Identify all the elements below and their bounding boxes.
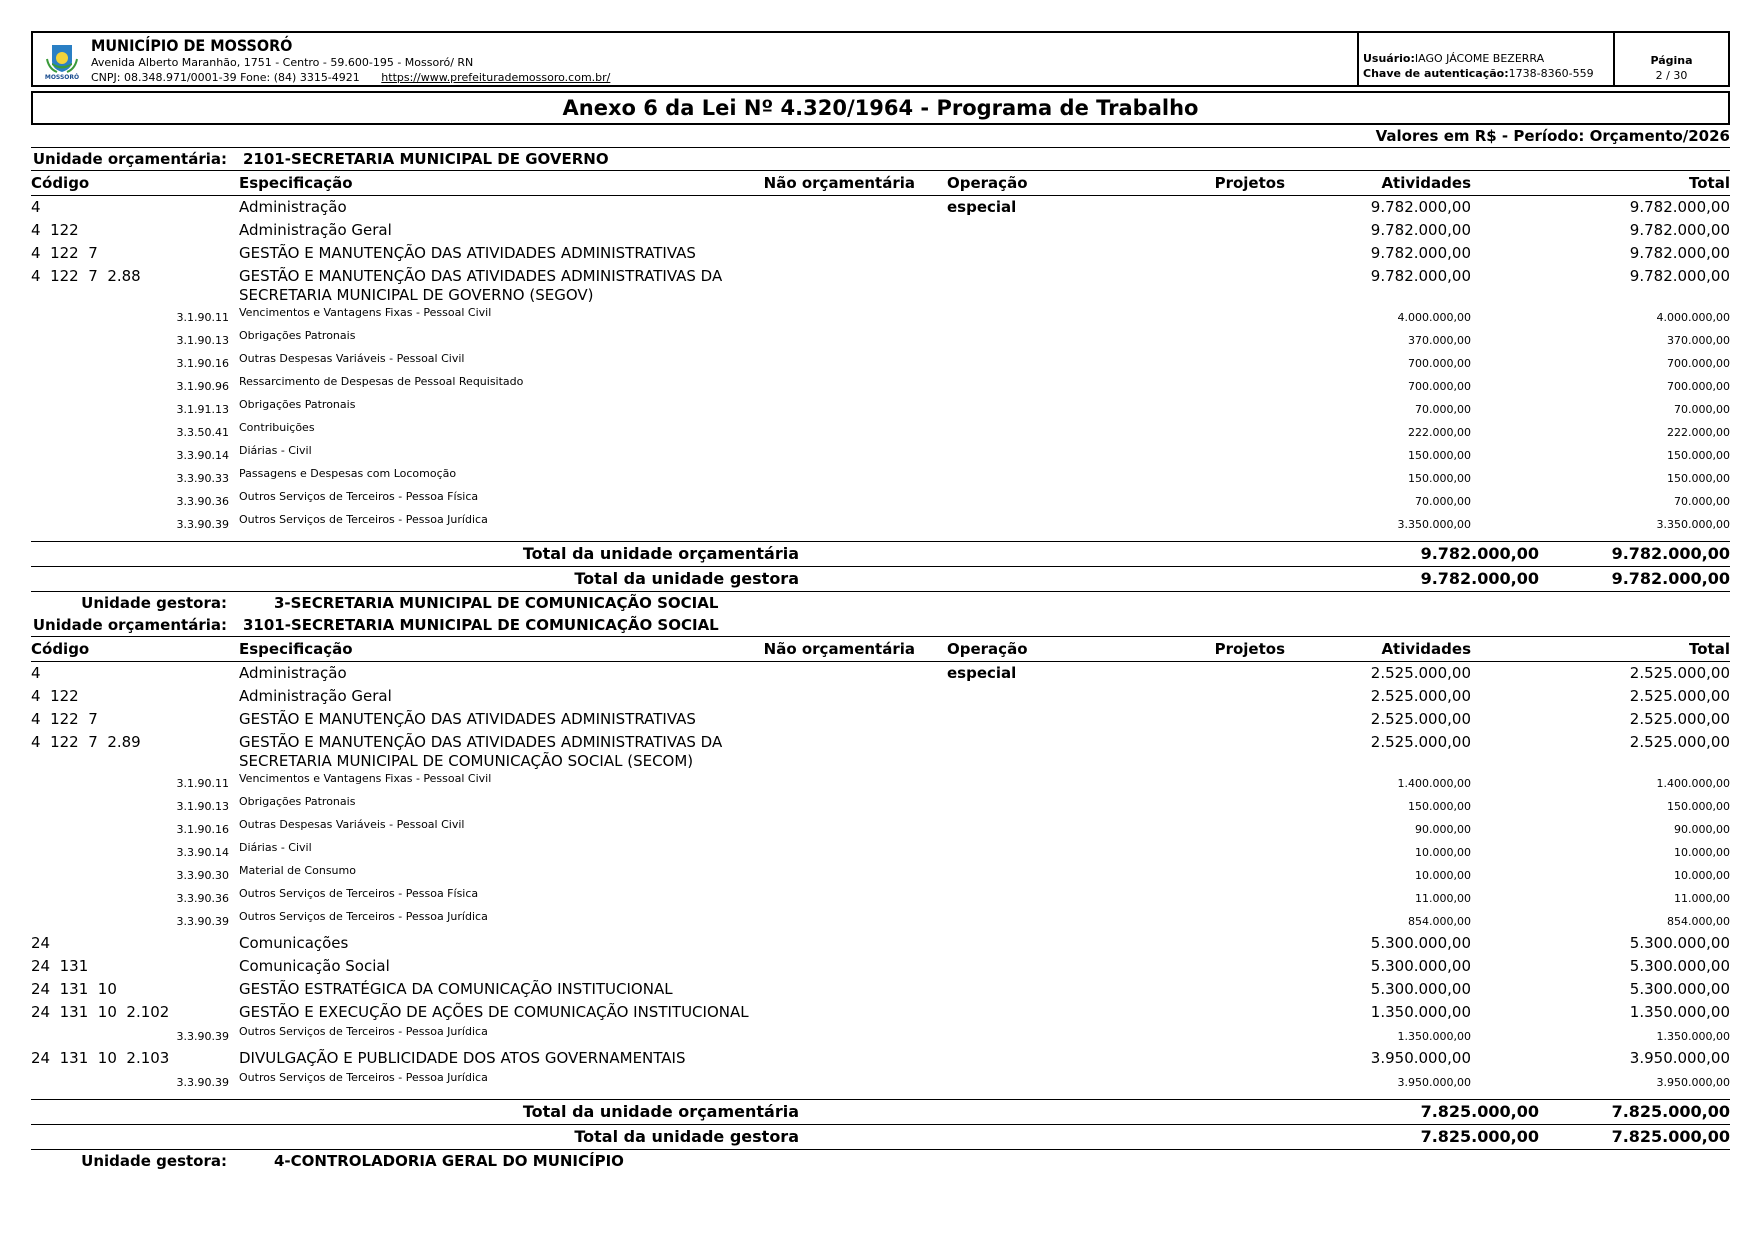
element-atividades: 854.000,00: [1408, 915, 1471, 928]
row-total: 9.782.000,00: [1629, 267, 1730, 285]
values-period: Valores em R$ - Período: Orçamento/2026: [31, 125, 1730, 148]
unidade-orcamentaria-value: 3101-SECRETARIA MUNICIPAL DE COMUNICAÇÃO SOCIAL: [243, 616, 719, 634]
row-atividades: 3.950.000,00: [1370, 1049, 1471, 1067]
row-atividades: 2.525.000,00: [1370, 710, 1471, 728]
table-row: [31, 932, 1730, 955]
report-title: Anexo 6 da Lei Nº 4.320/1964 - Programa de Trabalho: [31, 91, 1730, 125]
element-total: 150.000,00: [1667, 449, 1730, 462]
cnpj-phone: CNPJ: 08.348.971/0001-39 Fone: (84) 3315-4921: [91, 71, 360, 84]
element-spec: Outros Serviços de Terceiros - Pessoa Física: [239, 490, 479, 503]
element-total: 1.400.000,00: [1656, 777, 1730, 790]
col-codigo: Código: [31, 640, 90, 658]
element-spec: Outros Serviços de Terceiros - Pessoa Jurídica: [239, 513, 488, 526]
element-code: 3.1.90.16: [176, 823, 229, 836]
element-code: 3.3.90.14: [176, 449, 229, 462]
row-atividades: 5.300.000,00: [1370, 934, 1471, 952]
row-spec: Comunicação Social: [239, 957, 390, 975]
unidade-gestora-label: Unidade gestora:: [81, 594, 227, 612]
total-label: Total da unidade orçamentária: [522, 544, 799, 563]
element-code: 3.1.90.96: [176, 380, 229, 393]
element-row: [31, 1070, 1730, 1093]
total-atividades: 7.825.000,00: [1420, 1127, 1539, 1146]
element-spec: Outros Serviços de Terceiros - Pessoa Jurídica: [239, 1071, 488, 1084]
unidade-gestora-row: [31, 1150, 1730, 1172]
element-row: [31, 397, 1730, 420]
element-code: 3.1.90.16: [176, 357, 229, 370]
row-atividades: 2.525.000,00: [1370, 664, 1471, 682]
col-codigo: Código: [31, 174, 90, 192]
element-code: 3.1.90.13: [176, 334, 229, 347]
element-atividades: 700.000,00: [1408, 380, 1471, 393]
table-row: [31, 1001, 1730, 1024]
col-projetos: Projetos: [1214, 174, 1285, 192]
unidade-orcamentaria-label: Unidade orçamentária:: [32, 150, 227, 168]
unidade-orcamentaria-label: Unidade orçamentária:: [32, 616, 227, 634]
element-spec: Outras Despesas Variáveis - Pessoal Civil: [239, 352, 465, 365]
total-total: 7.825.000,00: [1611, 1127, 1730, 1146]
element-atividades: 70.000,00: [1415, 495, 1471, 508]
element-row: [31, 863, 1730, 886]
row-atividades: 9.782.000,00: [1370, 221, 1471, 239]
col-atividades: Atividades: [1381, 174, 1471, 192]
element-row: [31, 443, 1730, 466]
row-spec: Comunicações: [239, 934, 349, 952]
total-label: Total da unidade orçamentária: [522, 1102, 799, 1121]
row-total: 2.525.000,00: [1629, 710, 1730, 728]
element-row: [31, 886, 1730, 909]
row-total: 9.782.000,00: [1629, 198, 1730, 216]
unidade-gestora-value: 3-SECRETARIA MUNICIPAL DE COMUNICAÇÃO SOCIAL: [274, 594, 719, 612]
element-code: 3.3.90.14: [176, 846, 229, 859]
element-total: 10.000,00: [1674, 869, 1730, 882]
table-row: [31, 219, 1730, 242]
row-spec: GESTÃO E MANUTENÇÃO DAS ATIVIDADES ADMINISTRATIVAS DA SECRETARIA MUNICIPAL DE COMUNICAÇÃO SOCIAL (SECOM): [239, 733, 723, 770]
element-spec: Diárias - Civil: [239, 444, 312, 457]
row-code: 24 131 10 2.102: [31, 1003, 170, 1021]
element-total: 4.000.000,00: [1656, 311, 1730, 324]
element-list: [31, 305, 1730, 535]
org-name: MUNICÍPIO DE MOSSORÓ: [91, 36, 293, 55]
row-code: 4 122 7: [31, 710, 98, 728]
element-code: 3.3.90.39: [176, 1030, 229, 1043]
total-label: Total da unidade gestora: [574, 569, 799, 588]
row-total: 9.782.000,00: [1629, 244, 1730, 262]
unidade-gestora-label: Unidade gestora:: [81, 1152, 227, 1170]
element-atividades: 10.000,00: [1415, 846, 1471, 859]
org-address: Avenida Alberto Maranhão, 1751 - Centro - 59.600-195 - Mossoró/ RN: [91, 56, 474, 69]
element-atividades: 150.000,00: [1408, 800, 1471, 813]
row-code: 4 122 7 2.88: [31, 267, 141, 285]
element-atividades: 90.000,00: [1415, 823, 1471, 836]
element-total: 222.000,00: [1667, 426, 1730, 439]
table-row: [31, 978, 1730, 1001]
col-atividades: Atividades: [1381, 640, 1471, 658]
element-code: 3.3.90.39: [176, 518, 229, 531]
col-total: Total: [1689, 174, 1730, 192]
row-atividades: 5.300.000,00: [1370, 980, 1471, 998]
user-value: IAGO JÁCOME BEZERRA: [1414, 52, 1545, 65]
row-spec: DIVULGAÇÃO E PUBLICIDADE DOS ATOS GOVERNAMENTAIS: [239, 1049, 686, 1067]
col-nao-orcamentaria: Não orçamentária: [763, 174, 915, 192]
element-atividades: 150.000,00: [1408, 472, 1471, 485]
element-code: 3.1.90.13: [176, 800, 229, 813]
element-total: 150.000,00: [1667, 472, 1730, 485]
element-row: [31, 374, 1730, 397]
row-spec: GESTÃO E EXECUÇÃO DE AÇÕES DE COMUNICAÇÃO INSTITUCIONAL: [239, 1003, 749, 1021]
element-spec: Diárias - Civil: [239, 841, 312, 854]
row-spec: GESTÃO E MANUTENÇÃO DAS ATIVIDADES ADMINISTRATIVAS: [239, 244, 696, 262]
element-total: 11.000,00: [1674, 892, 1730, 905]
table-row: [31, 685, 1730, 708]
col-especificacao: Especificação: [239, 640, 353, 658]
element-row: [31, 420, 1730, 443]
report-page: [31, 31, 1730, 1172]
element-atividades: 11.000,00: [1415, 892, 1471, 905]
total-total: 7.825.000,00: [1611, 1102, 1730, 1121]
row-code: 4 122: [31, 687, 79, 705]
row-total: 2.525.000,00: [1629, 664, 1730, 682]
row-spec: Administração Geral: [239, 687, 392, 705]
element-code: 3.3.90.33: [176, 472, 229, 485]
element-atividades: 1.350.000,00: [1397, 1030, 1471, 1043]
col-nao-orcamentaria: Não orçamentária: [763, 640, 915, 658]
svg-text:MOSSORÓ: MOSSORÓ: [44, 74, 80, 81]
total-unidade-gestora-row: [31, 1124, 1730, 1150]
element-row: [31, 351, 1730, 374]
total-atividades: 9.782.000,00: [1420, 569, 1539, 588]
element-total: 3.350.000,00: [1656, 518, 1730, 531]
page-box: [1615, 33, 1728, 85]
col-operacao-especial: Operação especial: [947, 640, 1028, 682]
row-code: 24 131: [31, 957, 89, 975]
row-total: 9.782.000,00: [1629, 221, 1730, 239]
element-spec: Vencimentos e Vantagens Fixas - Pessoal Civil: [239, 772, 492, 785]
element-row: [31, 305, 1730, 328]
element-spec: Obrigações Patronais: [239, 398, 356, 411]
unidade-orcamentaria-row: [31, 614, 1730, 636]
element-total: 370.000,00: [1667, 334, 1730, 347]
element-spec: Passagens e Despesas com Locomoção: [239, 467, 457, 480]
element-total: 90.000,00: [1674, 823, 1730, 836]
unidade-orcamentaria-row: [31, 148, 1730, 170]
row-total: 2.525.000,00: [1629, 687, 1730, 705]
row-total: 5.300.000,00: [1629, 957, 1730, 975]
element-spec: Contribuições: [239, 421, 315, 434]
element-atividades: 3.950.000,00: [1397, 1076, 1471, 1089]
element-spec: Obrigações Patronais: [239, 795, 356, 808]
element-row: [31, 328, 1730, 351]
element-spec: Material de Consumo: [239, 864, 356, 877]
element-atividades: 222.000,00: [1408, 426, 1471, 439]
element-atividades: 3.350.000,00: [1397, 518, 1471, 531]
element-code: 3.1.90.11: [176, 777, 229, 790]
row-spec: Administração: [239, 198, 347, 216]
col-operacao-especial: Operação especial: [947, 174, 1028, 216]
row-code: 4 122: [31, 221, 79, 239]
website-link[interactable]: https://www.prefeiturademossoro.com.br/: [381, 71, 611, 84]
table-row: [31, 196, 1730, 219]
element-row: [31, 466, 1730, 489]
element-total: 10.000,00: [1674, 846, 1730, 859]
table-row: [31, 955, 1730, 978]
total-unidade-gestora-row: [31, 566, 1730, 592]
element-atividades: 4.000.000,00: [1397, 311, 1471, 324]
element-total: 700.000,00: [1667, 357, 1730, 370]
row-total: 2.525.000,00: [1629, 733, 1730, 751]
element-row: [31, 1024, 1730, 1047]
row-total: 5.300.000,00: [1629, 980, 1730, 998]
total-total: 9.782.000,00: [1611, 544, 1730, 563]
table-row: [31, 1047, 1730, 1070]
row-code: 24: [31, 934, 51, 952]
element-atividades: 150.000,00: [1408, 449, 1471, 462]
element-spec: Outros Serviços de Terceiros - Pessoa Jurídica: [239, 1025, 488, 1038]
element-total: 70.000,00: [1674, 403, 1730, 416]
col-projetos: Projetos: [1214, 640, 1285, 658]
report-header: [31, 31, 1730, 87]
table-row: [31, 708, 1730, 731]
element-code: 3.1.91.13: [176, 403, 229, 416]
total-atividades: 7.825.000,00: [1420, 1102, 1539, 1121]
row-atividades: 1.350.000,00: [1370, 1003, 1471, 1021]
row-spec: GESTÃO ESTRATÉGICA DA COMUNICAÇÃO INSTITUCIONAL: [239, 980, 673, 998]
element-code: 3.3.90.39: [176, 915, 229, 928]
row-total: 5.300.000,00: [1629, 934, 1730, 952]
row-total: 3.950.000,00: [1629, 1049, 1730, 1067]
element-spec: Outros Serviços de Terceiros - Pessoa Jurídica: [239, 910, 488, 923]
element-code: 3.1.90.11: [176, 311, 229, 324]
element-row: [31, 909, 1730, 932]
mossoro-coat-of-arms-icon: [41, 41, 83, 81]
col-total: Total: [1689, 640, 1730, 658]
row-atividades: 5.300.000,00: [1370, 957, 1471, 975]
element-row: [31, 512, 1730, 535]
auth-value: 1738-8360-559: [1508, 67, 1594, 80]
row-atividades: 2.525.000,00: [1370, 687, 1471, 705]
auth-label: Chave de autenticação:: [1363, 67, 1509, 80]
element-total: 700.000,00: [1667, 380, 1730, 393]
element-total: 1.350.000,00: [1656, 1030, 1730, 1043]
element-total: 70.000,00: [1674, 495, 1730, 508]
row-spec: GESTÃO E MANUTENÇÃO DAS ATIVIDADES ADMINISTRATIVAS: [239, 710, 696, 728]
element-total: 854.000,00: [1667, 915, 1730, 928]
unidade-gestora-value: 4-CONTROLADORIA GERAL DO MUNICÍPIO: [274, 1152, 624, 1170]
element-row: [31, 771, 1730, 794]
row-spec: GESTÃO E MANUTENÇÃO DAS ATIVIDADES ADMINISTRATIVAS DA SECRETARIA MUNICIPAL DE GOVERNO (SEGOV): [239, 267, 723, 304]
element-spec: Ressarcimento de Despesas de Pessoal Requisitado: [239, 375, 524, 388]
element-total: 150.000,00: [1667, 800, 1730, 813]
element-list: [31, 771, 1730, 932]
element-atividades: 370.000,00: [1408, 334, 1471, 347]
user-label: Usuário:: [1363, 52, 1415, 65]
user-box: [1357, 31, 1615, 87]
element-spec: Outros Serviços de Terceiros - Pessoa Física: [239, 887, 479, 900]
row-spec: Administração Geral: [239, 221, 392, 239]
row-code: 24 131 10: [31, 980, 117, 998]
page-label: Página: [1650, 54, 1693, 67]
unidade-gestora-row: [31, 592, 1730, 614]
element-code: 3.3.90.36: [176, 495, 229, 508]
element-atividades: 1.400.000,00: [1397, 777, 1471, 790]
element-row: [31, 794, 1730, 817]
element-code: 3.3.90.30: [176, 869, 229, 882]
total-unidade-orcamentaria-row: [31, 1099, 1730, 1124]
table-row: [31, 242, 1730, 265]
total-atividades: 9.782.000,00: [1420, 544, 1539, 563]
element-spec: Obrigações Patronais: [239, 329, 356, 342]
element-atividades: 70.000,00: [1415, 403, 1471, 416]
page-number: 2 / 30: [1655, 69, 1688, 82]
element-spec: Vencimentos e Vantagens Fixas - Pessoal Civil: [239, 306, 492, 319]
element-total: 3.950.000,00: [1656, 1076, 1730, 1089]
row-code: 4: [31, 198, 41, 216]
row-code: 4 122 7: [31, 244, 98, 262]
table-row: [31, 731, 1730, 771]
row-atividades: 2.525.000,00: [1370, 733, 1471, 751]
row-code: 24 131 10 2.103: [31, 1049, 170, 1067]
element-code: 3.3.90.36: [176, 892, 229, 905]
element-row: [31, 817, 1730, 840]
table-row: [31, 265, 1730, 305]
total-total: 9.782.000,00: [1611, 569, 1730, 588]
total-label: Total da unidade gestora: [574, 1127, 799, 1146]
element-row: [31, 840, 1730, 863]
row-atividades: 9.782.000,00: [1370, 244, 1471, 262]
element-row: [31, 489, 1730, 512]
org-contact: [91, 71, 610, 84]
col-especificacao: Especificação: [239, 174, 353, 192]
element-atividades: 700.000,00: [1408, 357, 1471, 370]
row-atividades: 9.782.000,00: [1370, 267, 1471, 285]
row-code: 4: [31, 664, 41, 682]
unidade-orcamentaria-value: 2101-SECRETARIA MUNICIPAL DE GOVERNO: [243, 150, 609, 168]
row-total: 1.350.000,00: [1629, 1003, 1730, 1021]
element-atividades: 10.000,00: [1415, 869, 1471, 882]
total-unidade-orcamentaria-row: [31, 541, 1730, 566]
element-spec: Outras Despesas Variáveis - Pessoal Civil: [239, 818, 465, 831]
element-code: 3.3.50.41: [176, 426, 229, 439]
row-code: 4 122 7 2.89: [31, 733, 141, 751]
table-row: [31, 662, 1730, 685]
element-code: 3.3.90.39: [176, 1076, 229, 1089]
row-atividades: 9.782.000,00: [1370, 198, 1471, 216]
row-spec: Administração: [239, 664, 347, 682]
